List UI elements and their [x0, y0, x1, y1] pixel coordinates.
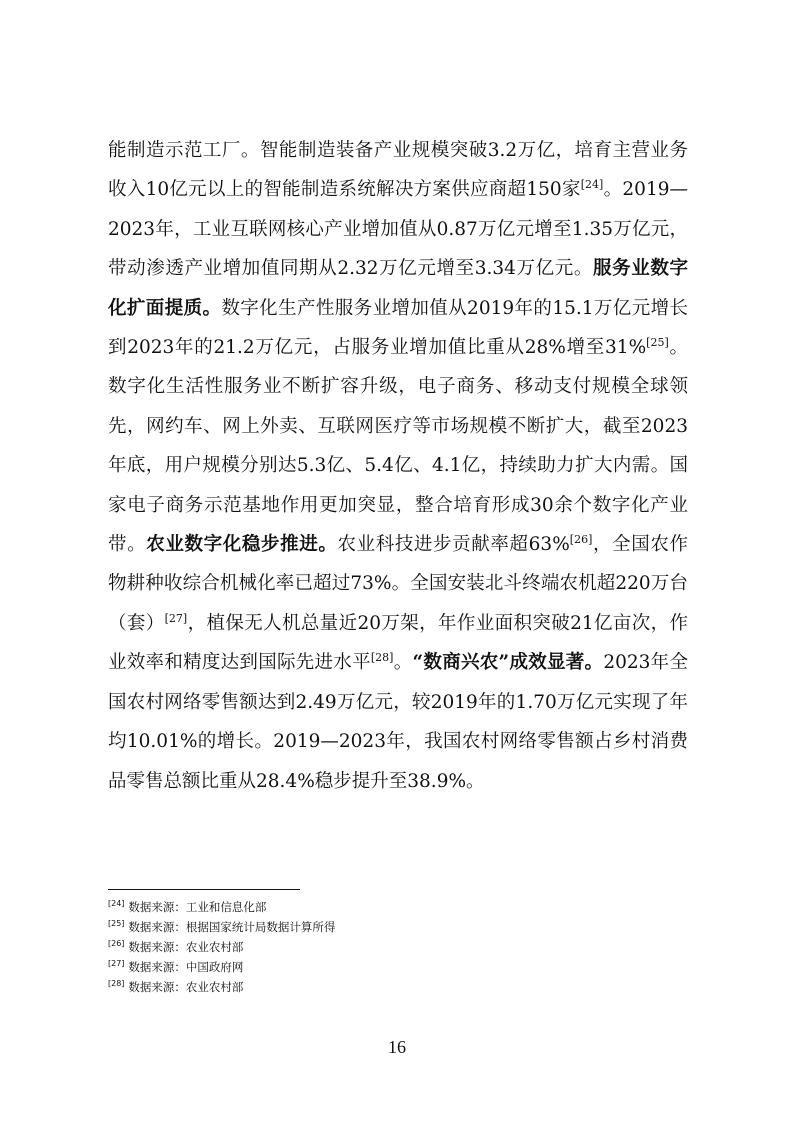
footnote-item	[108, 917, 688, 937]
body-paragraph	[108, 131, 688, 801]
footnote-number: [28]	[108, 979, 125, 989]
footnote-number: [27]	[108, 959, 125, 969]
section-heading-ecommerce: “数商兴农”成效显著。	[412, 652, 604, 674]
footnote-item	[108, 937, 688, 957]
footnote-text: 数据来源：根据国家统计局数据计算所得	[128, 920, 336, 934]
footnote-ref-26[interactable]: [26]	[569, 532, 593, 546]
footnote-ref-28[interactable]: [28]	[370, 651, 394, 665]
text-run: 。数字化生活性服务业不断扩容升级，电子商务、移动支付规模全球领先，网约车、网上外卖、互联网医疗等市场规模不断扩大，截至2023年底，用户规模分别达5.3亿、5.4亿、4.1亿，持续助力扩大内需。国家电子商务示范基地作用更加突显，整合培育形成30余个数字化产业带。	[108, 337, 688, 556]
footnote-number: [25]	[108, 919, 125, 929]
section-heading-service: 服务业数字化扩面提质。	[108, 258, 688, 319]
footnote-item	[108, 977, 688, 997]
text-run: 。2019—2023年，工业互联网核心产业增加值从0.87万亿元增至1.35万亿元，带动渗透产业增加值同期从2.32万亿元增至3.34万亿元。	[108, 179, 688, 280]
footnote-text: 数据来源：工业和信息化部	[128, 900, 267, 914]
footnote-text: 数据来源：农业农村部	[128, 980, 244, 994]
footnote-text: 数据来源：中国政府网	[128, 960, 244, 974]
text-run: ，全国农作物耕种收综合机械化率已超过73%。全国安装北斗终端农机超220万台（套）	[108, 534, 688, 634]
page-number: 16	[388, 1037, 406, 1057]
text-run: 。	[393, 652, 413, 674]
footnote-ref-25[interactable]: [25]	[646, 335, 669, 349]
footnote-item	[108, 897, 688, 917]
text-run: 农业科技进步贡献率超63%	[337, 534, 570, 556]
text-run: 数字化生产性服务业增加值从2019年的15.1万亿元增长到2023年的21.2万亿元，占服务业增加值比重从28%增至31%	[108, 297, 688, 359]
text-run: 2023年全国农村网络零售额达到2.49万亿元，较2019年的1.70万亿元实现了年均10.01%的增长。2019—2023年，我国农村网络零售额占乡村消费品零售总额比重从28.4%稳步提升至38.9%。	[108, 652, 688, 792]
footnote-divider	[108, 889, 300, 890]
text-run: 能制造示范工厂。智能制造装备产业规模突破3.2万亿，培育主营业务收入10亿元以上的智能制造系统解决方案供应商超150家	[108, 140, 688, 201]
footnote-number: [24]	[108, 899, 125, 909]
footnote-ref-27[interactable]: [27]	[164, 611, 188, 625]
section-heading-agriculture: 农业数字化稳步推进。	[146, 534, 338, 556]
footnote-ref-24[interactable]: [24]	[580, 178, 604, 192]
text-run: ，植保无人机总量近20万架，年作业面积突破21亿亩次，作业效率和精度达到国际先进水平	[108, 612, 688, 674]
footnote-number: [26]	[108, 939, 125, 949]
footnote-text: 数据来源：农业农村部	[128, 940, 244, 954]
footnote-item	[108, 957, 688, 977]
footnote-list	[108, 897, 688, 997]
